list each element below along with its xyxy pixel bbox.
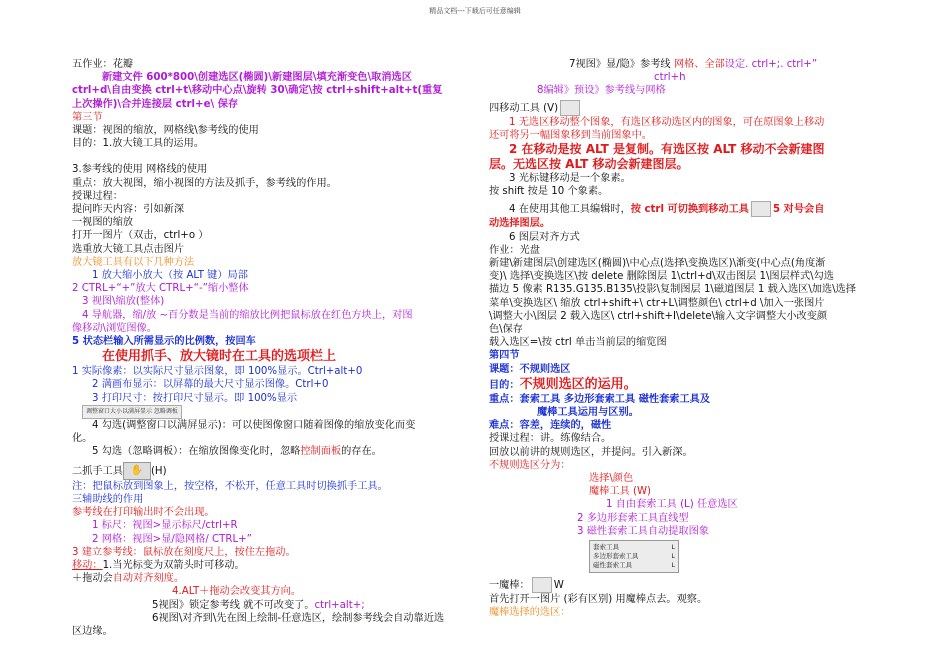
options-bar-image xyxy=(72,405,467,419)
move-rule-2-cont: 层。无选区按 ALT 移动会新建图层。 xyxy=(489,157,689,172)
fit-screen-line: 2 满画布显示：以屏幕的最大尺寸显示图像。Ctrl+0 xyxy=(92,379,329,391)
move-rule-4: 4 在使用其他工具编辑时，按 ctrl 可切换到移动工具 5 对号会自 xyxy=(489,201,881,217)
hw-step-1: 新建\新建图层\创建选区(椭圆)\中心点(选择\变换选区)\渐变(中心点(角度渐 xyxy=(489,258,826,270)
select-zoom-line: 选重放大镜工具点击图片 xyxy=(72,243,185,255)
hand-tool-note: 注：把鼠标放到图象上，按空格，不松开，任意工具时切换抓手工具。 xyxy=(72,480,388,492)
left-column xyxy=(72,58,467,638)
irregular-types-title: 不规则选区分为： xyxy=(489,459,571,471)
key-lasso: 重点：套索工具 多边形套索工具 磁性套索工具及 xyxy=(489,393,711,405)
hand-tool-heading: 二抓手工具 ✋ (H) xyxy=(72,462,467,480)
type-polygon-lasso: 2 多边形套索工具直线型 xyxy=(577,512,689,524)
review-line: 提问昨天内容：引如新深 xyxy=(72,204,185,216)
magic-wand-icon xyxy=(532,577,552,593)
actual-pixels-line: 1 实际像素：以实际尺寸显示图象，即 100%显示。Ctrl+alt+0 xyxy=(72,366,363,378)
magnetic-lasso-menu-item: 磁性套索工具 L xyxy=(593,561,675,570)
guides-print-note: 参考线在打印输出时不会出现。 xyxy=(72,507,215,519)
preferences-line: 8编辑》预设》参考线与网格 xyxy=(537,85,666,97)
homework-disc: 作业：光盘 xyxy=(489,244,540,256)
zoom-method-4: 4 导航器，缩/放 ~百分数是当前的缩放比例把鼠标放在红色方块上，对图 xyxy=(82,309,413,321)
zoom-method-1: 1 放大缩小放大（按 ALT 键）局部 xyxy=(92,270,248,282)
move-tool-icon-2 xyxy=(751,201,771,217)
magic-wand-heading: 一魔棒： W xyxy=(489,577,881,593)
key-points: 重点：放大视图，缩小视图的方法及抓手，参考线的作用。 xyxy=(72,177,337,189)
lock-guides-line: 5视图》锁定参考线 就不可改变了。ctrl+alt+; xyxy=(152,599,365,611)
hw-step-5: \调整大小\图层 2 载入选区\ ctrl+shift+I\delete\输入文字调整大小改变颜 xyxy=(489,310,828,322)
alt-drag-line: 4.ALT＋拖动会改变其方向。 xyxy=(172,586,302,598)
move-rule-3: 3 光标键移动是一个象素。 xyxy=(509,173,631,185)
move-guide-line: 移动：1.当光标变为双箭头时可移动。 xyxy=(72,559,245,571)
resize-window-line: 4 勾选(调整窗口以满屏显示)：可以使图像窗口随着图像的缩放变化而变 xyxy=(92,420,416,432)
drag-align-line: ＋拖动会自动对齐刻度。 xyxy=(72,573,185,585)
magic-wand-selection-title: 魔棒选择的选区： xyxy=(489,607,571,619)
topic-line: 课题：视图的缩放，网格线\参考线的使用 xyxy=(72,125,259,137)
open-image-line: 打开一图片（双击，ctrl+o ） xyxy=(72,230,209,242)
type-magnetic-lasso: 3 磁性套索工具自动提取图象 xyxy=(577,525,709,537)
polygon-lasso-menu-item: 多边形套索工具 L xyxy=(593,552,675,561)
hw-step-6: 色\保存 xyxy=(489,324,523,336)
create-guide-line: 3 建立参考线：鼠标放在刻度尺上，按住左拖动。 xyxy=(72,546,296,558)
move-rule-1-cont: 还可将另一幅图象移到当前图象中。 xyxy=(489,129,652,141)
options-bar-note: 在使用抓手、放大镜时在工具的选项栏上 xyxy=(102,349,337,365)
zoom-method-3: 3 视图\缩放(整体) xyxy=(82,296,165,308)
goal-irregular: 目的：不规则选区的运用。 xyxy=(489,376,637,392)
resize-window-cont: 化。 xyxy=(72,433,93,445)
section-title-4: 第四节 xyxy=(489,350,520,362)
move-tool-heading: 四移动工具 (V) xyxy=(489,100,881,116)
zoom-method-2: 2 CTRL+“+”放大 CTRL+“-”缩小整体 xyxy=(72,283,249,295)
lasso-menu-item: 套索工具 L xyxy=(593,543,675,552)
key-lasso-cont: 魔棒工具运用与区别。 xyxy=(537,407,639,419)
grid-line: 2 网格：视图>显/隐网格/ CTRL+” xyxy=(92,533,252,545)
assignment-steps-3: 上次操作)\合并连接层 ctrl+e\ 保存 xyxy=(72,98,239,110)
topic-irregular: 课题：不规则选区 xyxy=(489,363,571,375)
ignore-palettes-line: 5 勾选（忽略调板）：在缩放图像变化时，忽略控制面板的存在。 xyxy=(92,446,382,458)
assignment-steps-2: ctrl+d\自由变换 ctrl+t\移动中心点\旋转 30\确定\按 ctrl+shift+alt+t(重复 xyxy=(72,85,443,97)
zoom-method-5: 5 状态栏输入所需显示的比例数，按回车 xyxy=(72,336,256,348)
rulers-line: 1 标尺：视图>显示标尺/ctrl+R xyxy=(92,520,238,532)
goal-line-3: 3.参考线的使用 网格线的使用 xyxy=(72,164,208,176)
lasso-flyout-menu xyxy=(589,540,679,573)
zoom-methods-title: 放大镜工具有以下几种方法 xyxy=(72,256,195,268)
zoom-heading: 一视图的缩放 xyxy=(72,217,134,229)
zoom-method-4-cont: 像移动\浏览图像。 xyxy=(72,322,157,334)
process-practice: 授课过程：讲。练像结合。 xyxy=(489,433,612,445)
type-color: 选择\颜色 xyxy=(589,473,634,485)
move-rule-3-shift: 按 shift 按是 10 个象素。 xyxy=(489,186,609,198)
show-guides-cont: ctrl+h xyxy=(654,72,686,84)
page-header: 精品文档---下载后可任意编辑 xyxy=(429,7,521,15)
goal-line: 目的：1.放大镜工具的运用。 xyxy=(72,138,204,150)
move-rule-1: 1 无选区移动整个图象，有选区移动选区内的图象，可在原图象上移动 xyxy=(509,116,825,128)
type-lasso: 1 自由套索工具 (L) 任意选区 xyxy=(606,499,738,511)
hw-step-2: 变)\ 选择\变换选区\按 delete 删除图层 1\ctrl+d\双击图层 1\图层样式\勾选 xyxy=(489,271,834,283)
assignment-steps-1: 新建文件 600*800\创建选区(椭圆)\新建图层\填充渐变色\取消选区 xyxy=(102,72,412,84)
hand-icon: ✋ xyxy=(123,462,151,480)
right-column xyxy=(489,58,881,620)
move-rule-4-cont: 动选择图层。 xyxy=(489,218,551,230)
difficulty-line: 难点：容差，连续的，磁性 xyxy=(489,420,612,432)
snap-to-cont: 区边缘。 xyxy=(72,625,113,637)
guides-heading: 三辅助线的作用 xyxy=(72,493,144,505)
magic-wand-usage: 首先打开一图片 (彩有区别) 用魔棒点去。观察。 xyxy=(489,594,708,606)
section-title-3: 第三节 xyxy=(72,111,103,123)
move-tool-icon xyxy=(560,100,580,116)
process-title: 授课过程： xyxy=(72,190,123,202)
options-checkbox-strip: 调整窗口大小以满屏显示 忽略调板 xyxy=(82,405,182,419)
snap-to-line: 6视图\对齐到\先在图上绘制-任意选区，绘制参考线会自动靠近选 xyxy=(152,612,445,624)
print-size-line: 3 打印尺寸：按打印尺寸显示。即 100%显示 xyxy=(92,392,298,404)
hw-step-3: 描边 5 像素 R135.G135.B135\投影\复制图层 1\磁道图层 1 载入选区\加选\选择 xyxy=(489,284,856,296)
load-selection-line: 载入选区=\按 ctrl 单击当前层的缩览图 xyxy=(489,337,667,349)
type-magic-wand: 魔棒工具 (W) xyxy=(589,486,652,498)
hw-step-4: 菜单\变换选区\ 缩放 ctrl+shift+\ ctr+L\调整颜色\ ctrl+d \加入一张图片 xyxy=(489,297,825,309)
lasso-menu-image xyxy=(489,540,881,573)
move-rule-2: 2 在移动是按 ALT 是复制。有选区按 ALT 移动不会新建图 xyxy=(509,142,825,157)
assignment-title: 五作业：花瓣 xyxy=(72,59,134,70)
layer-align-line: 6 图层对齐方式 xyxy=(509,231,580,243)
review-rect: 回放以前讲的规则选区，并提问。引入新深。 xyxy=(489,446,693,458)
show-guides-line: 7视图》显/隐》参考线 网格、全部设定. ctrl+;. ctrl+” xyxy=(569,59,818,70)
